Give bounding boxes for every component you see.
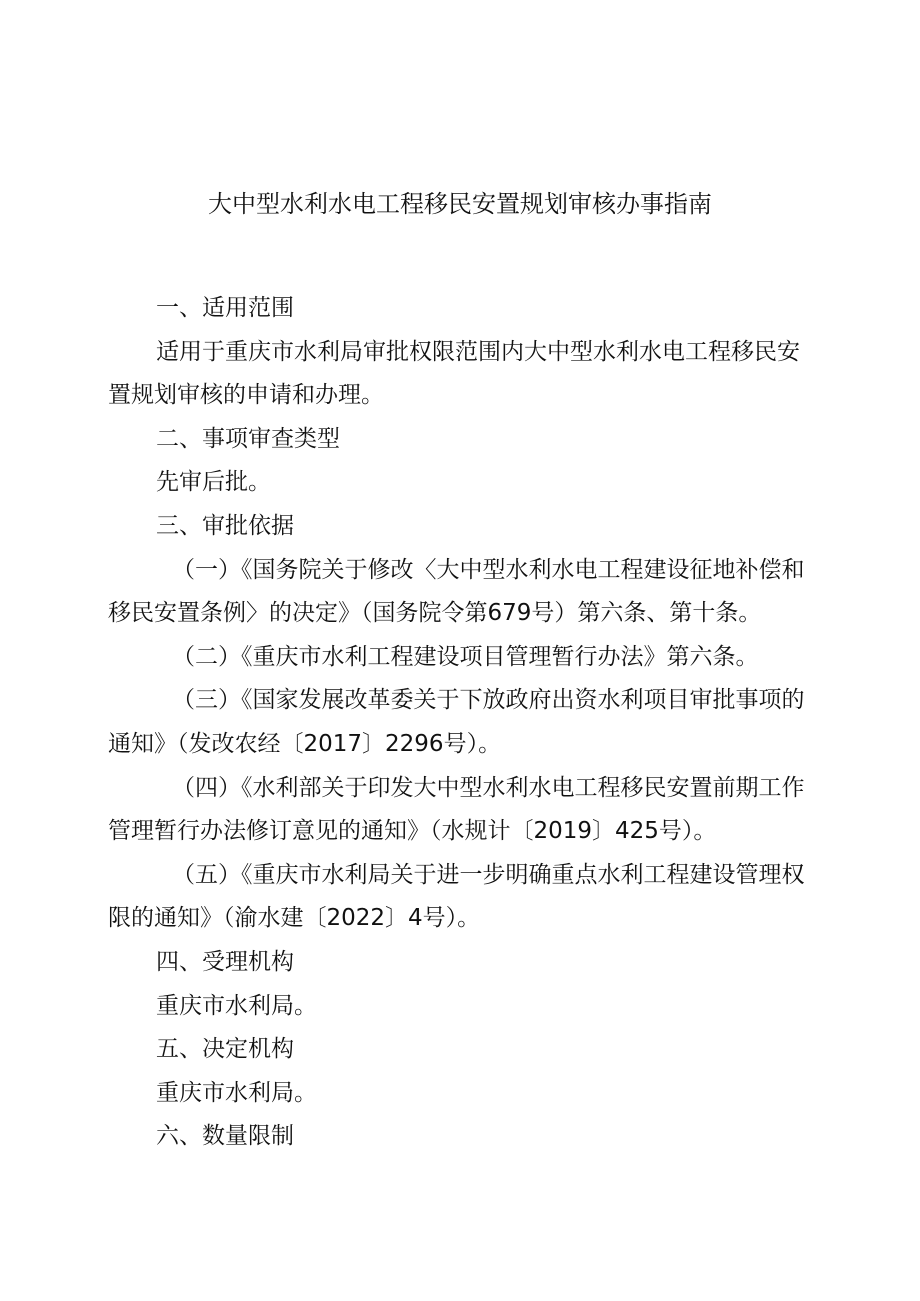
basis-item-4-line-2: 管理暂行办法修订意见的通知》（水规计〔2019〕425号）。 bbox=[108, 818, 717, 845]
basis-item-4-line-1: （四）《水利部关于印发大中型水利水电工程移民安置前期工作 bbox=[172, 774, 805, 801]
scope-text-line-1: 适用于重庆市水利局审批权限范围内大中型水利水电工程移民安 bbox=[156, 338, 800, 365]
basis-item-3-line-2: 通知》（发改农经〔2017〕2296号）。 bbox=[108, 730, 502, 757]
basis-item-1-line-1: （一）《国务院关于修改〈大中型水利水电工程建设征地补偿和 bbox=[172, 556, 805, 583]
section-heading-basis: 三、审批依据 bbox=[156, 512, 294, 539]
section-heading-scope: 一、适用范围 bbox=[156, 295, 294, 321]
section-heading-deciding-agency: 五、决定机构 bbox=[156, 1036, 294, 1063]
basis-item-3-line-1: （三）《国家发展改革委关于下放政府出资水利项目审批事项的 bbox=[172, 687, 805, 714]
basis-item-5-line-1: （五）《重庆市水利局关于进一步明确重点水利工程建设管理权 bbox=[172, 861, 805, 888]
basis-item-2: （二）《重庆市水利工程建设项目管理暂行办法》第六条。 bbox=[172, 643, 759, 670]
section-heading-review-type: 二、事项审查类型 bbox=[156, 425, 340, 452]
document-body bbox=[108, 287, 816, 1159]
document-title: 大中型水利水电工程移民安置规划审核办事指南 bbox=[208, 190, 712, 218]
basis-item-1-line-2: 移民安置条例〉的决定》（国务院令第679号）第六条、第十条。 bbox=[108, 600, 762, 627]
review-type-text: 先审后批。 bbox=[156, 469, 271, 496]
basis-item-5-line-2: 限的通知》（渝水建〔2022〕4号）。 bbox=[108, 905, 481, 932]
deciding-agency-text: 重庆市水利局。 bbox=[156, 1079, 317, 1106]
scope-text-line-2: 置规划审核的申请和办理。 bbox=[108, 382, 384, 409]
section-heading-accepting-agency: 四、受理机构 bbox=[156, 948, 294, 975]
accepting-agency-text: 重庆市水利局。 bbox=[156, 992, 317, 1019]
section-heading-quantity-limit: 六、数量限制 bbox=[156, 1123, 294, 1150]
